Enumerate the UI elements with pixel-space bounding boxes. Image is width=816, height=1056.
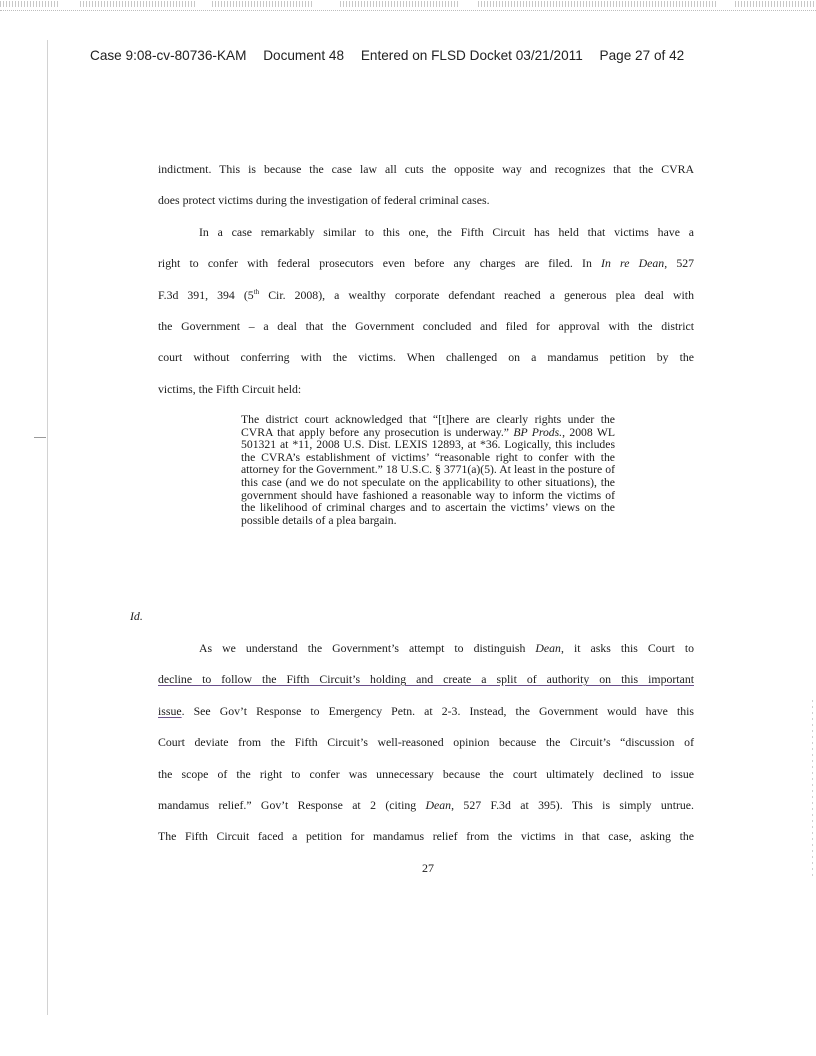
underlined-word: issue [158,704,182,718]
case-citation: Dean [535,641,561,655]
body-line: In a case remarkably similar to this one, the Fifth Circuit has held that victims have a [199,225,694,239]
superscript: th [253,288,260,297]
docket-entry: Entered on FLSD Docket 03/21/2011 [360,48,583,63]
body-line: The Fifth Circuit faced a petition for mandamus relief from the victims in that case, asking the [158,829,694,843]
scan-margin-tick [34,437,46,438]
id-citation: Id. [130,609,143,623]
body-line: issue. See Gov’t Response to Emergency Petn. at 2-3. Instead, the Government would have this [158,704,694,718]
case-citation: Dean [425,798,452,812]
body-line: F.3d 391, 394 (5th Cir. 2008), a wealthy corporate defendant reached a generous plea deal with [158,288,694,302]
scan-top-edge [0,0,816,11]
scan-left-margin-line [47,40,48,1015]
body-line: court without conferring with the victims. When challenged on a mandamus petition by the [158,350,694,364]
docket-header [90,48,740,63]
body-line: victims, the Fifth Circuit held: [158,382,302,396]
page-number: 27 [422,861,434,875]
body-line: Court deviate from the Fifth Circuit’s well-reasoned opinion because the Circuit’s “discussion of [158,735,694,749]
body-line: indictment. This is because the case law all cuts the opposite way and recognizes that the CVRA [158,162,694,176]
case-citation: In re Dean [601,256,665,270]
document-number: Document 48 [263,48,345,63]
underlined-body-line: decline to follow the Fifth Circuit’s holding and create a split of authority on this important [158,672,694,686]
body-line: right to confer with federal prosecutors even before any charges are filed. In In re Dean, 527 [158,256,695,270]
body-line: mandamus relief.” Gov’t Response at 2 (citing Dean, 527 F.3d at 395). This is simply untrue. [158,798,694,812]
case-citation: BP Prods. [513,425,563,439]
body-line: the scope of the right to confer was unnecessary because the court ultimately declined to issue [158,767,694,781]
body-line: As we understand the Government’s attempt to distinguish Dean, it asks this Court to [199,641,694,655]
block-quote: The district court acknowledged that “[t]here are clearly rights under the CVRA that apply before any prosecution is underway.” BP Prods., 2008 WL 501321 at *11, 2008 U.S. Dist. LEXIS 12893, at *36. Logically, this includes the CVRA’s establishment of victims’ “reasonable right to confer with the attorney for the Government.” 18 U.S.C. § 3771(a)(5). At least in the posture of this case (and we do not speculate on the applicability to other situations), the government should have fashioned a reasonable way to inform the victims of the likelihood of criminal charges and to ascertain the victims’ views on the possible details of a plea bargain. [241,413,615,527]
scan-right-edge-marks [812,700,813,880]
body-line: does protect victims during the investigation of federal criminal cases. [158,193,490,207]
body-line: the Government – a deal that the Government concluded and filed for approval with the district [158,319,694,333]
page-of: Page 27 of 42 [599,48,685,63]
case-number: Case 9:08-cv-80736-KAM [90,48,247,63]
